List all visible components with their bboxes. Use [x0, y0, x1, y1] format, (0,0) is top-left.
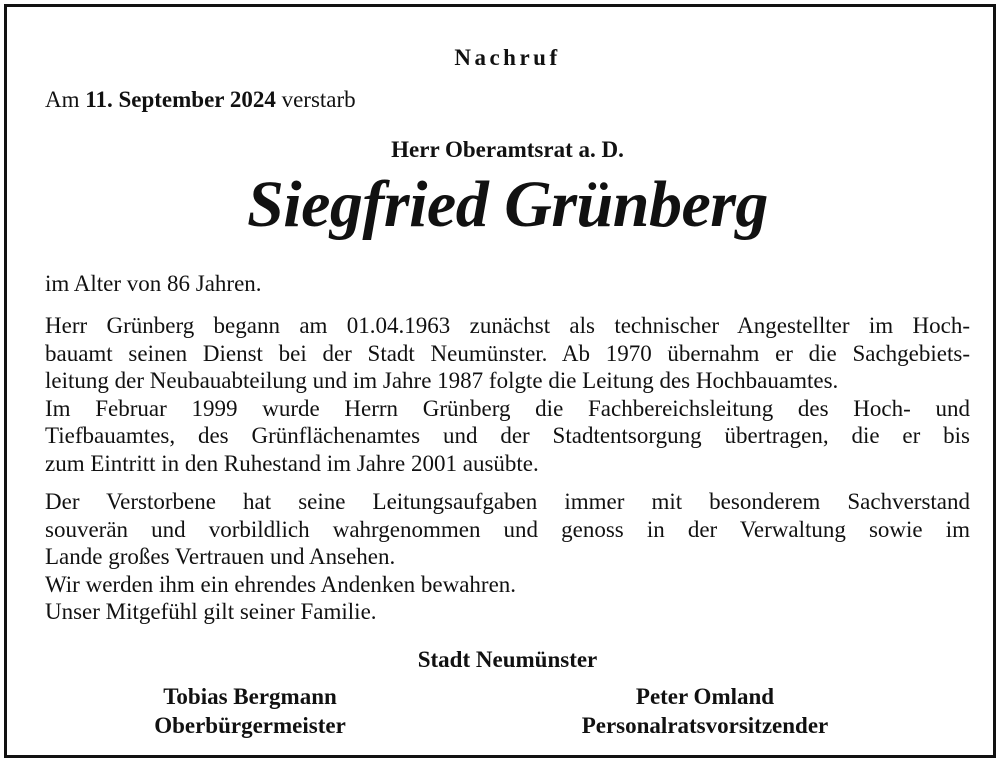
honorific-title: Herr Oberamtsrat a. D. — [391, 137, 624, 162]
paragraph-line: Lande großes Vertrauen und Ansehen. — [45, 544, 396, 569]
death-date: 11. September 2024 — [85, 87, 276, 112]
signatory-role: Personalratsvorsitzender — [581, 713, 829, 738]
paragraph-line: leitung der Neubauabteilung und im Jahre 1987 folgte die Leitung des Hochbauamtes. — [45, 368, 839, 393]
paragraph-line: Wir werden ihm ein ehrendes Andenken bewahren. — [45, 571, 517, 597]
paragraph-line: souverän und vorbildlich wahrgenommen und genoss in der Verwaltung sowie im — [45, 516, 970, 542]
career-paragraph — [45, 312, 970, 477]
organization-name: Stadt Neumünster — [417, 647, 598, 672]
signatory-name: Tobias Bergmann — [163, 684, 337, 709]
paragraph-line: Herr Grünberg begann am 01.04.1963 zunächst als technischer Angestellter im Hoch- — [45, 313, 970, 338]
intro-prefix: Am — [45, 87, 86, 112]
paragraph-line: Der Verstorbene hat seine Leitungsaufgaben immer mit besonderem Sachverstand — [45, 489, 970, 514]
signatory-right — [550, 682, 860, 740]
paragraph-line: Unser Mitgefühl gilt seiner Familie. — [45, 599, 377, 624]
paragraph-line: zum Eintritt in den Ruhestand im Jahre 2001 ausübte. — [45, 450, 539, 476]
deceased-name: Siegfried Grünberg — [247, 168, 768, 241]
paragraph-line: bauamt seinen Dienst bei der Stadt Neumünster. Ab 1970 übernahm er die Sachgebiets- — [45, 340, 970, 366]
signatory-left — [105, 682, 395, 740]
intro-line — [45, 87, 356, 113]
paragraph-line: Im Februar 1999 wurde Herrn Grünberg die Fachbereichsleitung des Hoch- und — [45, 395, 970, 421]
signatory-name: Peter Omland — [635, 684, 775, 709]
intro-suffix: verstarb — [275, 87, 356, 112]
notice-frame — [4, 4, 996, 758]
age-line: im Alter von 86 Jahren. — [45, 271, 262, 296]
paragraph-line: Tiefbauamtes, des Grünflächenamtes und der Stadtentsorgung übertragen, die er bis — [45, 423, 970, 448]
notice-heading: Nachruf — [454, 45, 561, 70]
signatory-role: Oberbürgermeister — [154, 713, 346, 738]
tribute-paragraph — [45, 488, 970, 626]
